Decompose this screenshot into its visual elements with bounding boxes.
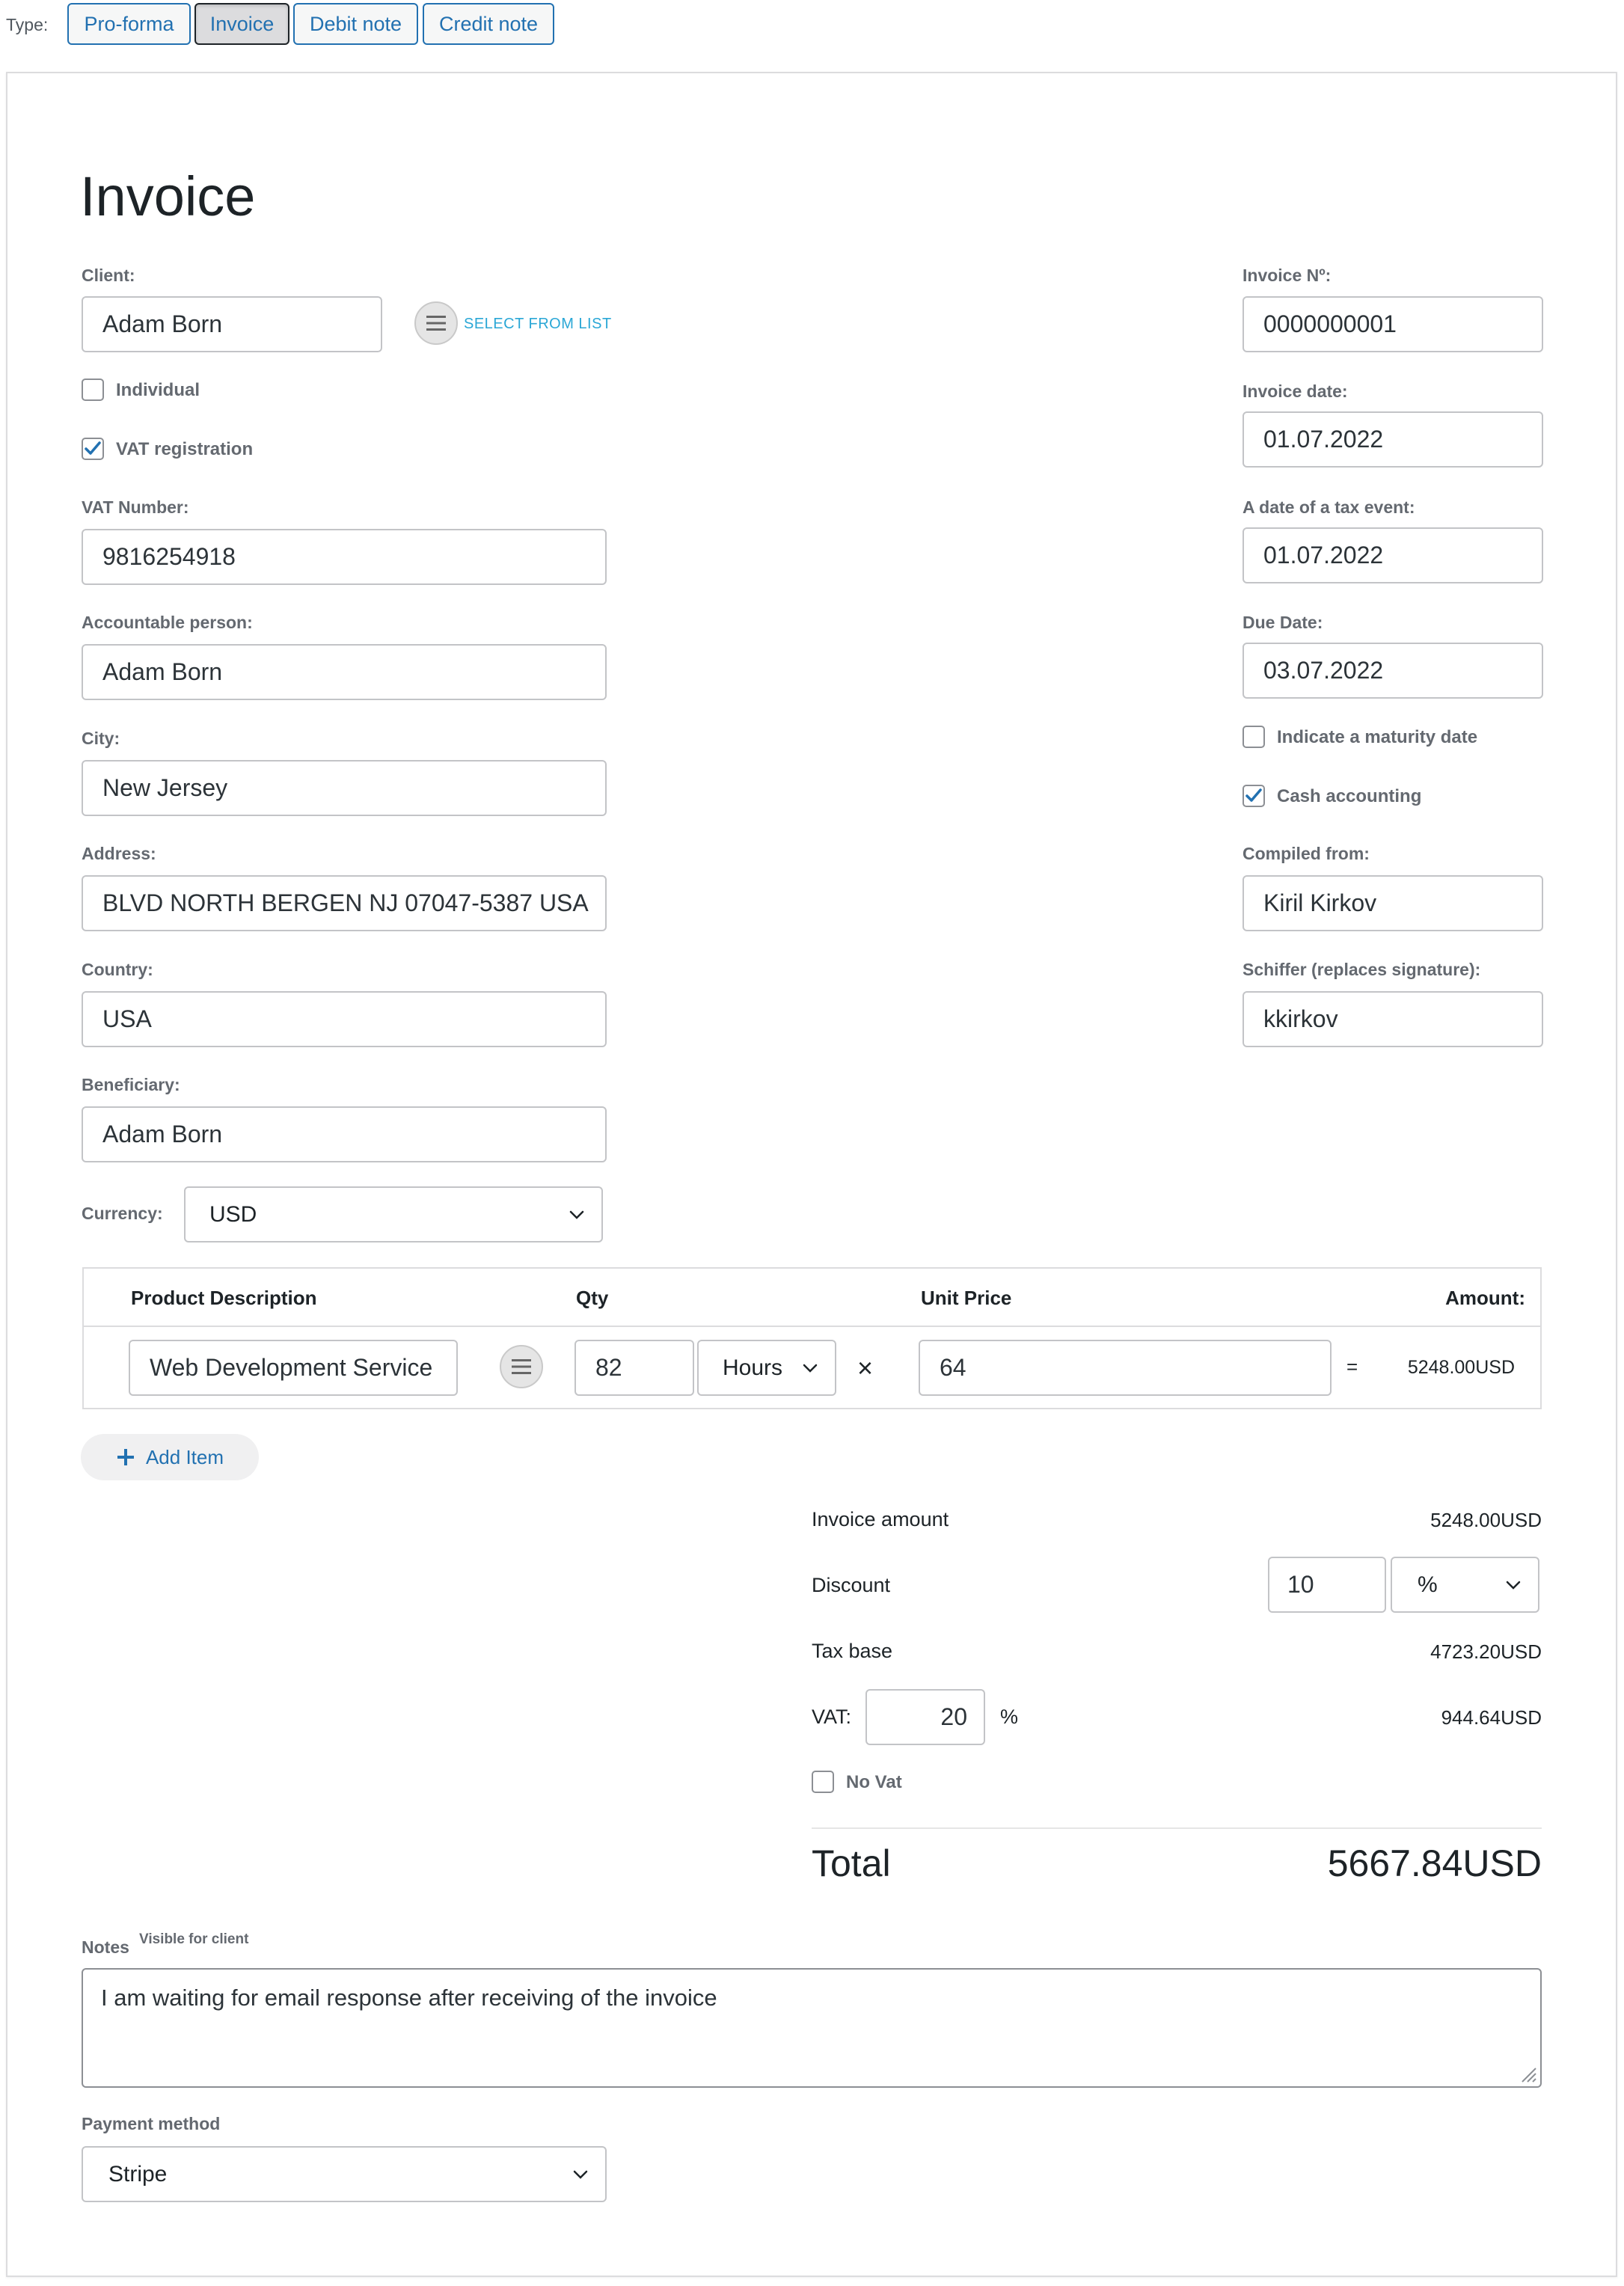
header-unit-price: Unit Price <box>921 1287 1012 1309</box>
notes-visibility-hint: Visible for client <box>139 1931 249 1947</box>
client-label: Client: <box>82 266 135 285</box>
individual-label: Individual <box>116 380 200 400</box>
item-unit-select[interactable] <box>697 1340 836 1396</box>
chevron-down-icon <box>572 2167 589 2182</box>
invoice-amount-label: Invoice amount <box>812 1508 949 1530</box>
maturity-date-checkbox[interactable] <box>1242 726 1265 748</box>
vat-label: VAT: <box>812 1706 852 1728</box>
discount-label: Discount <box>812 1574 891 1596</box>
type-credit-note-button[interactable]: Credit note <box>423 3 554 45</box>
chevron-down-icon <box>569 1207 585 1222</box>
menu-icon <box>510 1358 533 1376</box>
beneficiary-input[interactable]: Adam Born <box>82 1106 607 1162</box>
total-label: Total <box>812 1842 891 1884</box>
tax-base-label: Tax base <box>812 1640 893 1662</box>
city-input[interactable]: New Jersey <box>82 760 607 816</box>
item-list-button[interactable] <box>500 1345 543 1388</box>
vat-registration-label: VAT registration <box>116 439 254 459</box>
city-label: City: <box>82 729 120 748</box>
discount-type-value: % <box>1418 1572 1438 1597</box>
item-description-input[interactable]: Web Development Service <box>129 1340 458 1396</box>
payment-method-value: Stripe <box>108 2161 168 2187</box>
vat-amount-value: 944.64USD <box>1441 1706 1542 1729</box>
tax-base-value: 4723.20USD <box>1430 1640 1542 1663</box>
items-table-divider <box>82 1326 1542 1327</box>
header-qty: Qty <box>576 1287 609 1309</box>
item-amount: 5248.00USD <box>1407 1357 1515 1378</box>
vat-number-label: VAT Number: <box>82 497 189 517</box>
invoice-number-label: Invoice Nº: <box>1242 266 1332 285</box>
currency-select[interactable] <box>184 1186 603 1242</box>
address-input[interactable]: BLVD NORTH BERGEN NJ 07047-5387 USA <box>82 875 607 931</box>
invoice-amount-value: 5248.00USD <box>1430 1509 1542 1531</box>
item-qty-input[interactable]: 82 <box>574 1340 694 1396</box>
compiled-from-label: Compiled from: <box>1242 844 1370 863</box>
accountable-input[interactable]: Adam Born <box>82 644 607 700</box>
individual-checkbox[interactable] <box>82 379 104 401</box>
select-from-list-link[interactable]: SELECT FROM LIST <box>464 316 612 332</box>
due-date-label: Due Date: <box>1242 613 1323 632</box>
checkmark-icon <box>84 441 102 457</box>
item-unit-value: Hours <box>723 1355 783 1380</box>
payment-method-select[interactable] <box>82 2146 607 2202</box>
discount-input[interactable]: 10 <box>1268 1557 1386 1613</box>
currency-value: USD <box>209 1201 257 1227</box>
header-amount: Amount: <box>1445 1287 1525 1309</box>
multiply-sign: × <box>857 1352 874 1383</box>
chevron-down-icon <box>802 1361 818 1376</box>
type-proforma-button[interactable]: Pro-forma <box>67 3 191 45</box>
vat-unit: % <box>1000 1706 1019 1728</box>
item-unit-price-input[interactable]: 64 <box>919 1340 1332 1396</box>
checkmark-icon <box>1245 788 1263 804</box>
currency-label: Currency: <box>82 1204 163 1223</box>
add-item-label: Add Item <box>145 1445 224 1468</box>
beneficiary-label: Beneficiary: <box>82 1075 180 1094</box>
invoice-date-label: Invoice date: <box>1242 381 1348 401</box>
resize-handle-icon[interactable] <box>1518 2064 1537 2083</box>
header-product-description: Product Description <box>131 1287 317 1309</box>
notes-label: Notes <box>82 1937 129 1957</box>
vat-number-input[interactable]: 9816254918 <box>82 529 607 585</box>
maturity-date-label: Indicate a maturity date <box>1277 727 1478 747</box>
invoice-number-input[interactable]: 0000000001 <box>1242 296 1543 352</box>
client-list-button[interactable] <box>414 301 458 345</box>
type-debit-note-button[interactable]: Debit note <box>293 3 418 45</box>
due-date-input[interactable]: 03.07.2022 <box>1242 643 1543 699</box>
chevron-down-icon <box>1505 1578 1522 1593</box>
menu-icon <box>425 314 447 332</box>
vat-input[interactable]: 20 <box>865 1689 985 1745</box>
country-input[interactable]: USA <box>82 991 607 1047</box>
plus-icon <box>116 1447 135 1467</box>
add-item-button[interactable] <box>81 1434 259 1480</box>
total-divider <box>812 1827 1542 1829</box>
page-title: Invoice <box>80 165 256 227</box>
cash-accounting-checkbox[interactable] <box>1242 785 1265 807</box>
notes-text: I am waiting for email response after receiving of the invoice <box>101 1985 717 2011</box>
cash-accounting-label: Cash accounting <box>1277 786 1422 806</box>
accountable-label: Accountable person: <box>82 613 253 632</box>
type-label: Type: <box>6 15 49 34</box>
notes-textarea[interactable] <box>82 1968 1542 2088</box>
address-label: Address: <box>82 844 156 863</box>
schiffer-input[interactable]: kkirkov <box>1242 991 1543 1047</box>
tax-event-label: A date of a tax event: <box>1242 497 1415 517</box>
schiffer-label: Schiffer (replaces signature): <box>1242 960 1481 979</box>
country-label: Country: <box>82 960 153 979</box>
no-vat-label: No Vat <box>846 1772 902 1792</box>
vat-registration-checkbox[interactable] <box>82 438 104 460</box>
discount-type-select[interactable] <box>1391 1557 1539 1613</box>
tax-event-input[interactable]: 01.07.2022 <box>1242 527 1543 583</box>
invoice-date-input[interactable]: 01.07.2022 <box>1242 411 1543 468</box>
no-vat-checkbox[interactable] <box>812 1771 834 1793</box>
equals-sign: = <box>1346 1355 1358 1378</box>
payment-method-label: Payment method <box>82 2114 221 2133</box>
client-input[interactable]: Adam Born <box>82 296 382 352</box>
type-invoice-button[interactable]: Invoice <box>194 3 289 45</box>
compiled-from-input[interactable]: Kiril Kirkov <box>1242 875 1543 931</box>
total-value: 5667.84USD <box>1327 1842 1542 1884</box>
